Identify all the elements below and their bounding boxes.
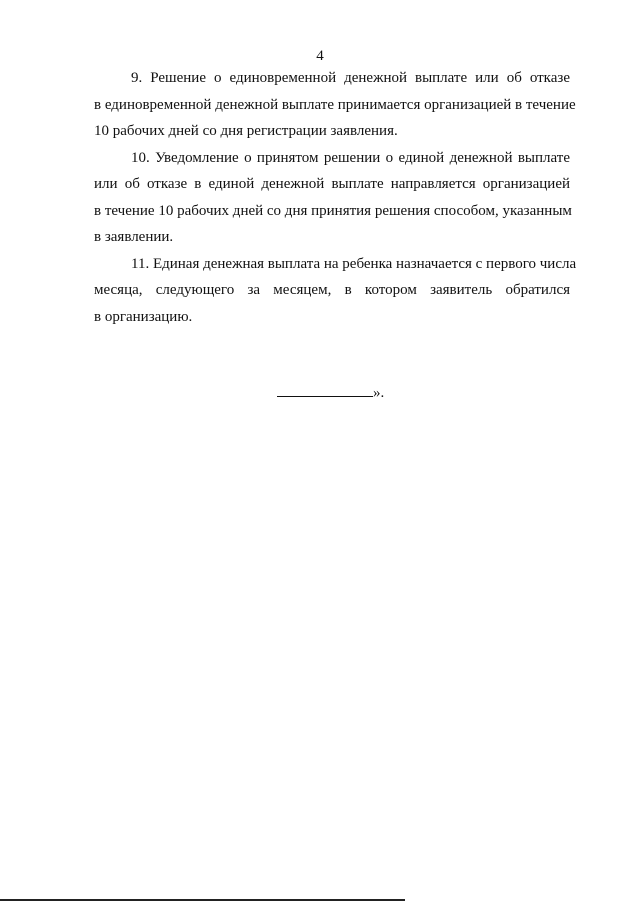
paragraph-line: в единовременной денежной выплате принимается организацией в течение	[94, 96, 576, 113]
page-number: 4	[316, 48, 324, 64]
paragraph-line: месяца, следующего за месяцем, в котором заявитель обратился	[94, 282, 570, 298]
paragraph-line: 9. Решение о единовременной денежной выплате или об отказе	[131, 70, 570, 86]
paragraph-line: 10 рабочих дней со дня регистрации заявления.	[94, 123, 398, 139]
closing-quote-mark: ».	[373, 385, 385, 401]
footer-rule	[0, 899, 405, 901]
paragraph-line: или об отказе в единой денежной выплате направляется организацией	[94, 176, 570, 192]
paragraph-item-11	[94, 251, 577, 331]
paragraph-line: 10. Уведомление о принятом решении о единой денежной выплате	[131, 149, 570, 166]
paragraph-line: в течение 10 рабочих дней со дня принятия решения способом, указанным	[94, 202, 572, 219]
closing-line	[277, 380, 384, 406]
closing-underline	[277, 382, 373, 397]
paragraph-item-10	[94, 145, 570, 251]
paragraph-item-9	[94, 65, 576, 145]
document-body	[94, 65, 577, 330]
paragraph-line: в организацию.	[94, 308, 193, 325]
paragraph-line: в заявлении.	[94, 229, 174, 245]
paragraph-line: 11. Единая денежная выплата на ребенка назначается с первого числа	[131, 255, 577, 272]
